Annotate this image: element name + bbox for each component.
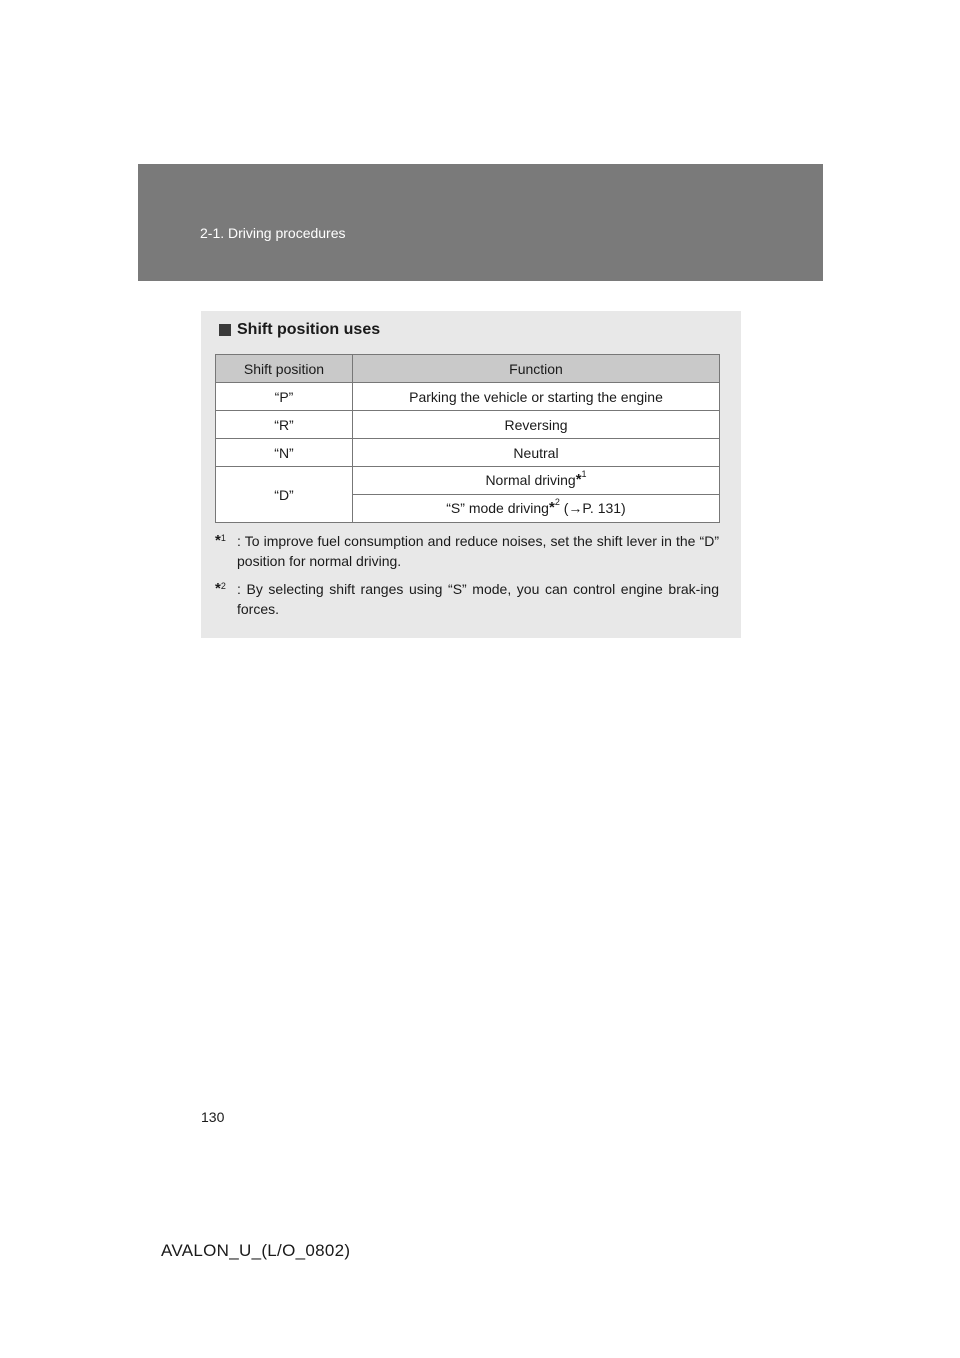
footnote-number: 2 — [220, 581, 226, 591]
footnote-ref: 2 — [554, 497, 560, 507]
footnote-2 — [215, 579, 719, 619]
cell-function: Neutral — [353, 439, 720, 467]
box-title-text: Shift position uses — [237, 321, 381, 338]
header-band — [138, 164, 823, 281]
square-bullet-icon — [219, 324, 231, 336]
table-header-row — [216, 355, 720, 383]
cell-function: Parking the vehicle or starting the engine — [353, 383, 720, 411]
footnote-star-icon: * — [548, 499, 555, 516]
table-row — [216, 439, 720, 467]
cell-position: “R” — [216, 411, 353, 439]
table-row — [216, 411, 720, 439]
footnote-marker — [215, 531, 226, 552]
footnote-text: : To improve fuel consumption and reduce noises, set the shift lever in the “D” position for normal driving. — [237, 533, 719, 569]
footnote-text: : By selecting shift ranges using “S” mode, you can control engine brak-ing forces. — [237, 581, 719, 617]
footnote-star-icon: * — [215, 532, 221, 549]
page-number: 130 — [201, 1109, 225, 1125]
arrow-icon: → — [568, 500, 583, 516]
footnote-1 — [215, 531, 719, 571]
footnote-marker — [215, 579, 226, 600]
shift-position-table — [215, 354, 720, 523]
table-row — [216, 383, 720, 411]
info-box — [201, 311, 741, 638]
cell-position: “D” — [216, 467, 353, 523]
cell-function: “S” mode driving*$^2$ (→P. 131) — [353, 495, 720, 523]
footnote-star-icon: * — [215, 580, 221, 597]
page-reference: P. 131) — [582, 500, 626, 516]
cell-position: “N” — [216, 439, 353, 467]
footer-code: AVALON_U_(L/O_0802) — [161, 1241, 351, 1260]
cell-function — [353, 467, 720, 495]
footnote-ref: 1 — [581, 469, 587, 479]
cell-position: “P” — [216, 383, 353, 411]
function-text: Normal driving — [485, 472, 576, 488]
table-row — [216, 467, 720, 495]
column-header-shift-position: Shift position — [216, 355, 353, 383]
box-title — [219, 321, 380, 339]
column-header-function: Function — [353, 355, 720, 383]
footnote-star-icon: * — [575, 471, 582, 488]
footnote-number: 1 — [220, 533, 226, 543]
section-title: 2-1. Driving procedures — [200, 225, 346, 241]
function-text: “S” mode driving — [446, 500, 549, 516]
cell-function: Reversing — [353, 411, 720, 439]
